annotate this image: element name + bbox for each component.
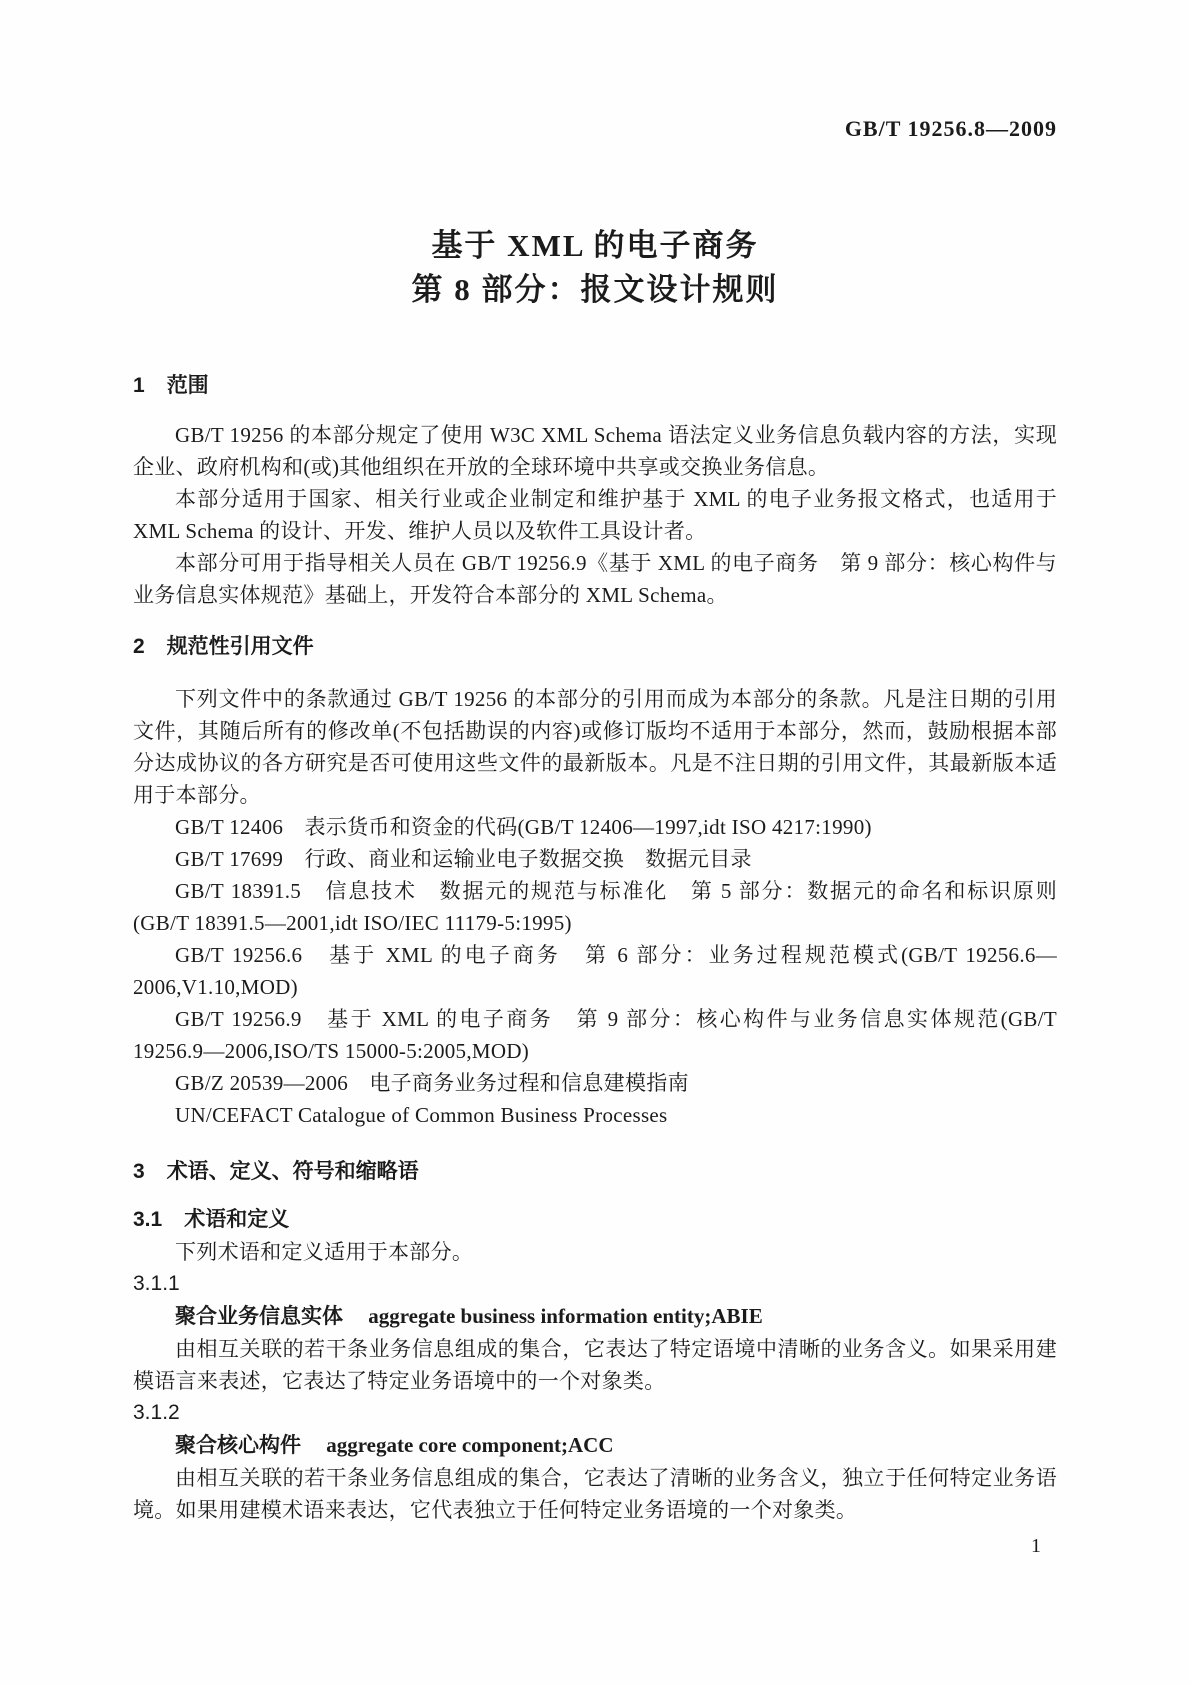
scope-paragraph-3: 本部分可用于指导相关人员在 GB/T 19256.9《基于 XML 的电子商务 第 9 部分：核心构件与业务信息实体规范》基础上，开发符合本部分的 XML Schema。 xyxy=(133,551,1057,607)
section-heading-label: 术语、定义、符号和缩略语 xyxy=(166,1160,419,1183)
term-title-acc xyxy=(133,1429,1057,1462)
term-definition-acc: 由相互关联的若干条业务信息组成的集合，它表达了清晰的业务含义，独立于任何特定业务语境。如果用建模术语来表达，它代表独立于任何特定业务语境的一个对象类。 xyxy=(133,1466,1057,1522)
title-line-2: 第 8 部分：报文设计规则 xyxy=(411,272,779,307)
clause-number-312: 3.1.2 xyxy=(133,1401,180,1424)
scope-paragraph-1: GB/T 19256 的本部分规定了使用 W3C XML Schema 语法定义业务信息负载内容的方法，实现企业、政府机构和(或)其他组织在开放的全球环境中共享或交换业务信息。 xyxy=(133,423,1057,479)
document-title xyxy=(133,224,1057,312)
standard-code: GB/T 19256.8—2009 xyxy=(844,116,1057,141)
section-number: 2 xyxy=(133,635,145,658)
reference-item: GB/T 19256.6 基于 XML 的电子商务 第 6 部分：业务过程规范模式(GB/T 19256.6—2006,V1.10,MOD) xyxy=(133,943,1057,999)
section-heading-normative-references xyxy=(133,631,1057,663)
section-heading-scope xyxy=(133,370,1057,402)
scope-paragraph-2: 本部分适用于国家、相关行业或企业制定和维护基于 XML 的电子业务报文格式，也适用于 XML Schema 的设计、开发、维护人员以及软件工具设计者。 xyxy=(133,487,1057,543)
title-line-1: 基于 XML 的电子商务 xyxy=(431,228,759,263)
reference-item: GB/T 19256.9 基于 XML 的电子商务 第 9 部分：核心构件与业务信息实体规范(GB/T 19256.9—2006,ISO/TS 15000-5:2005,MOD) xyxy=(133,1007,1057,1063)
section-heading-label: 范围 xyxy=(166,374,209,397)
term-english-label: aggregate core component;ACC xyxy=(326,1433,614,1457)
section-number: 1 xyxy=(133,374,145,397)
reference-item: GB/T 12406 表示货币和资金的代码(GB/T 12406—1997,idt ISO 4217:1990) xyxy=(175,815,872,839)
clause-number-311: 3.1.1 xyxy=(133,1272,180,1295)
term-chinese-label: 聚合业务信息实体 xyxy=(175,1305,343,1328)
page-number: 1 xyxy=(1031,1535,1041,1557)
reference-item: GB/Z 20539—2006 电子商务业务过程和信息建模指南 xyxy=(175,1071,689,1095)
terms-intro-paragraph: 下列术语和定义适用于本部分。 xyxy=(175,1240,474,1264)
section-heading-terms xyxy=(133,1156,1057,1188)
section-number: 3 xyxy=(133,1160,145,1183)
reference-item: GB/T 17699 行政、商业和运输业电子数据交换 数据元目录 xyxy=(175,847,752,871)
page-content xyxy=(0,224,1191,1562)
reference-item: UN/CEFACT Catalogue of Common Business Processes xyxy=(175,1103,668,1127)
term-definition-abie: 由相互关联的若干条业务信息组成的集合，它表达了特定语境中清晰的业务含义。如果采用建模语言来表述，它表达了特定业务语境中的一个对象类。 xyxy=(133,1337,1057,1393)
reference-item: GB/T 18391.5 信息技术 数据元的规范与标准化 第 5 部分：数据元的命名和标识原则(GB/T 18391.5—2001,idt ISO/IEC 11179-5:1995) xyxy=(133,879,1057,935)
term-title-abie xyxy=(133,1300,1057,1333)
references-intro-paragraph: 下列文件中的条款通过 GB/T 19256 的本部分的引用而成为本部分的条款。凡是注日期的引用文件，其随后所有的修改单(不包括勘误的内容)或修订版均不适用于本部分，然而，鼓励根据本部分达成协议的各方研究是否可使用这些文件的最新版本。凡是不注日期的引用文件，其最新版本适用于本部分。 xyxy=(133,687,1057,807)
section-heading-label: 规范性引用文件 xyxy=(166,635,314,658)
subsection-heading-terms-definitions xyxy=(133,1204,1057,1236)
term-english-label: aggregate business information entity;ABIE xyxy=(368,1304,763,1328)
subsection-number: 3.1 xyxy=(133,1208,163,1231)
term-chinese-label: 聚合核心构件 xyxy=(175,1434,301,1457)
subsection-heading-label: 术语和定义 xyxy=(184,1208,290,1231)
